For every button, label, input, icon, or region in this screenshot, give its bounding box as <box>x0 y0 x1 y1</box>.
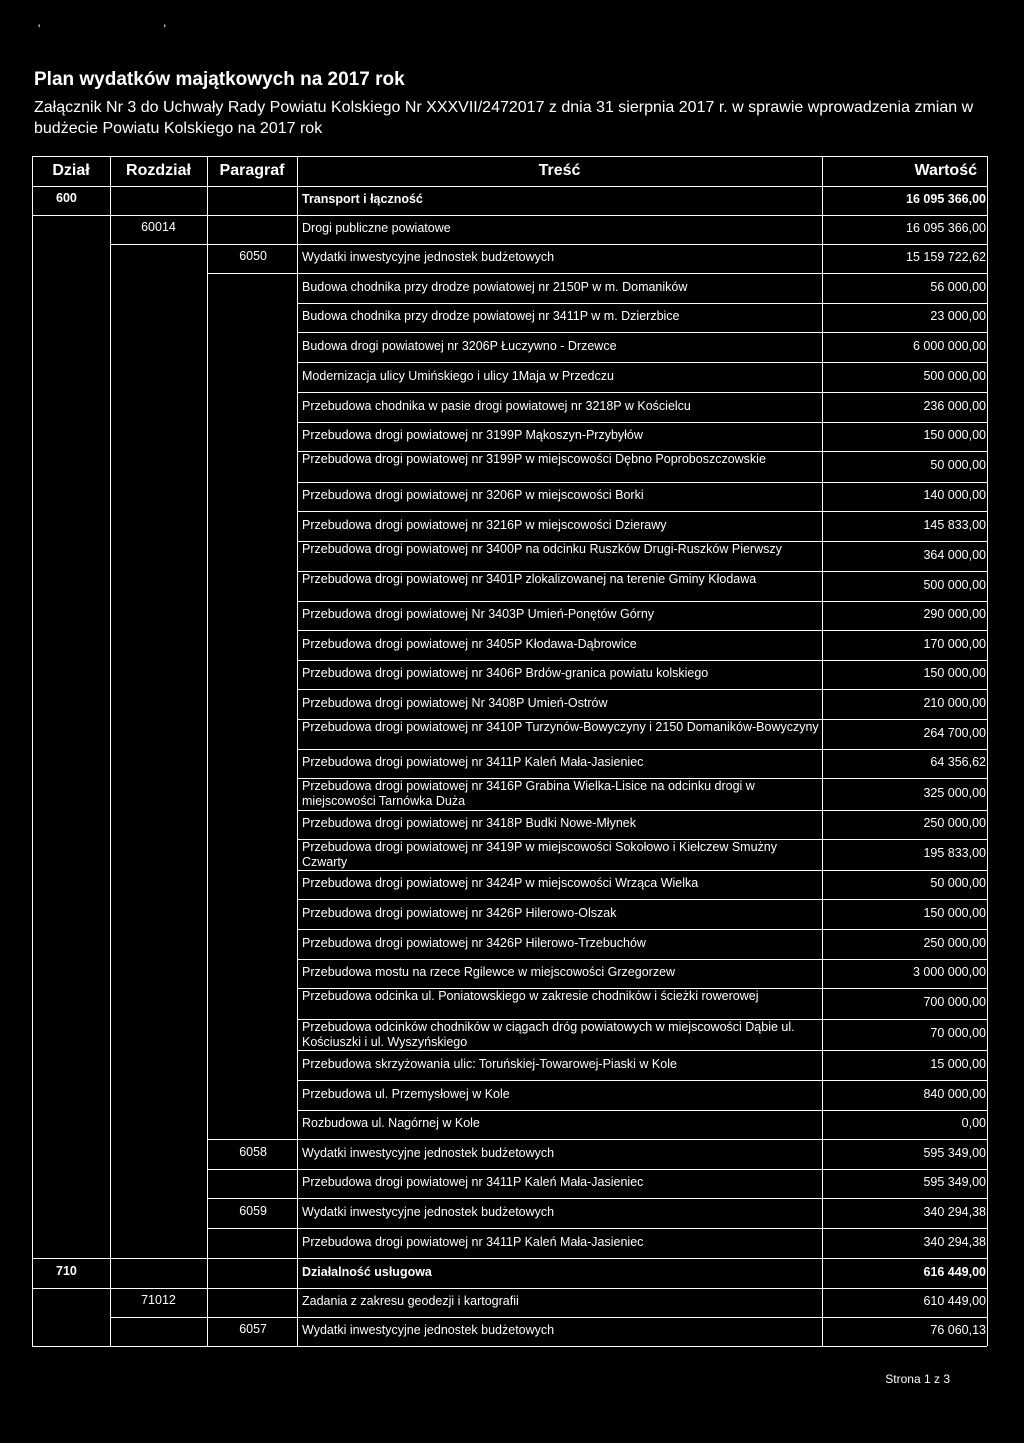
table-row <box>0 719 1024 749</box>
table-row <box>0 215 1024 244</box>
table-row <box>0 1258 1024 1288</box>
cell-paragraf: 6050 <box>239 249 267 263</box>
cell-tresc: Przebudowa drogi powiatowej nr 3426P Hilerowo-Trzebuchów <box>302 935 646 950</box>
table-row <box>0 362 1024 392</box>
cell-tresc: Przebudowa drogi powiatowej nr 3405P Kłodawa-Dąbrowice <box>302 636 637 651</box>
cell-wartosc: 250 000,00 <box>923 816 986 830</box>
table-row <box>0 778 1024 810</box>
table-row <box>0 482 1024 511</box>
cell-tresc: Przebudowa drogi powiatowej nr 3400P na odcinku Ruszków Drugi-Ruszków Pierwszy <box>302 542 782 556</box>
table-row <box>0 1019 1024 1050</box>
cell-wartosc: 15 000,00 <box>930 1056 986 1071</box>
cell-wartosc: 595 349,00 <box>923 1145 986 1160</box>
table-row <box>0 1288 1024 1317</box>
table-row <box>0 451 1024 482</box>
cell-wartosc: 700 000,00 <box>923 995 986 1009</box>
table-row <box>0 870 1024 899</box>
cell-wartosc: 76 060,13 <box>930 1323 986 1337</box>
cell-wartosc: 140 000,00 <box>923 488 986 502</box>
cell-wartosc: 15 159 722,62 <box>906 250 986 264</box>
cell-wartosc: 150 000,00 <box>923 428 986 442</box>
cell-tresc: Budowa chodnika przy drodze powiatowej nr 3411P w m. Dzierzbice <box>302 309 680 323</box>
cell-wartosc: 6 000 000,00 <box>913 338 986 353</box>
cell-tresc: Wydatki inwestycyjne jednostek budżetowych <box>302 1204 555 1219</box>
table-row <box>0 899 1024 929</box>
table-row <box>0 660 1024 689</box>
cell-wartosc: 23 000,00 <box>930 309 986 323</box>
cell-tresc: Przebudowa drogi powiatowej nr 3410P Turzynów-Bowyczyny i 2150 Domaników-Bowyczyny <box>302 720 819 734</box>
cell-tresc: Przebudowa drogi powiatowej nr 3426P Hilerowo-Olszak <box>302 905 617 920</box>
cell-wartosc: 595 349,00 <box>923 1175 986 1189</box>
cell-wartosc: 0,00 <box>961 1116 986 1130</box>
cell-wartosc: 840 000,00 <box>923 1086 986 1101</box>
table-row <box>0 1080 1024 1110</box>
table-row <box>0 630 1024 660</box>
cell-wartosc: 50 000,00 <box>930 458 986 472</box>
cell-tresc: Przebudowa drogi powiatowej nr 3411P Kaleń Mała-Jasieniec <box>302 1175 644 1189</box>
column-header: Rozdział <box>126 162 191 179</box>
cell-tresc: Przebudowa drogi powiatowej nr 3206P w miejscowości Borki <box>302 488 644 502</box>
cell-tresc: Przebudowa drogi powiatowej nr 3406P Brdów-granica powiatu kolskiego <box>302 666 709 680</box>
cell-tresc: Przebudowa drogi powiatowej nr 3424P w miejscowości Wrząca Wielka <box>302 876 699 890</box>
cell-tresc: Przebudowa drogi powiatowej nr 3419P w miejscowości Sokołowo i Kiełczew Smużny Czwarty <box>302 840 777 869</box>
border-rozdzial <box>207 156 208 1346</box>
cell-wartosc: 236 000,00 <box>923 398 986 413</box>
border-right <box>987 156 988 1346</box>
cell-tresc: Przebudowa drogi powiatowej Nr 3403P Umień-Ponętów Górny <box>302 607 655 621</box>
cell-tresc: Zadania z zakresu geodezji i kartografii <box>302 1294 519 1308</box>
cell-wartosc: 340 294,38 <box>923 1234 986 1249</box>
cell-wartosc: 145 833,00 <box>923 517 986 532</box>
table-row <box>0 1169 1024 1198</box>
table-row <box>0 810 1024 839</box>
cell-wartosc: 325 000,00 <box>923 785 986 800</box>
column-header: Treść <box>538 162 581 179</box>
cell-tresc: Budowa drogi powiatowej nr 3206P Łuczywno - Drzewce <box>302 338 617 353</box>
cell-tresc: Wydatki inwestycyjne jednostek budżetowych <box>302 1323 555 1337</box>
cell-wartosc: 16 095 366,00 <box>906 221 986 235</box>
cell-wartosc: 64 356,62 <box>930 755 986 769</box>
cell-wartosc: 616 449,00 <box>923 1264 986 1279</box>
table-row <box>0 988 1024 1019</box>
table-row <box>0 601 1024 630</box>
cell-paragraf: 6059 <box>239 1203 267 1218</box>
cell-tresc: Przebudowa drogi powiatowej nr 3401P zlokalizowanej na terenie Gminy Kłodawa <box>302 572 757 586</box>
page-number: Strona 1 z 3 <box>885 1372 950 1386</box>
table-row <box>0 244 1024 273</box>
border-left <box>32 156 33 1346</box>
cell-tresc: Modernizacja ulicy Umińskiego i ulicy 1Maja w Przedczu <box>302 368 614 383</box>
cell-wartosc: 150 000,00 <box>923 666 986 680</box>
table-row <box>0 392 1024 422</box>
document-title: Plan wydatków majątkowych na 2017 rok <box>34 69 405 90</box>
table-row <box>0 273 1024 303</box>
cell-wartosc: 56 000,00 <box>930 279 986 294</box>
table-row <box>0 511 1024 541</box>
cell-wartosc: 264 700,00 <box>923 725 986 740</box>
cell-tresc: Przebudowa drogi powiatowej nr 3216P w miejscowości Dzierawy <box>302 517 667 532</box>
cell-tresc: Przebudowa drogi powiatowej nr 3411P Kaleń Mała-Jasieniec <box>302 1234 644 1249</box>
table-row <box>0 929 1024 959</box>
table-row <box>0 186 1024 215</box>
cell-paragraf: 6058 <box>239 1144 267 1159</box>
table-row <box>0 422 1024 451</box>
cell-wartosc: 70 000,00 <box>930 1026 986 1040</box>
cell-tresc: Drogi publiczne powiatowe <box>302 221 451 235</box>
cell-tresc: Przebudowa odcinka ul. Poniatowskiego w zakresie chodników i ścieżki rowerowej <box>302 989 759 1003</box>
border-dzial <box>110 156 111 1346</box>
cell-wartosc: 500 000,00 <box>923 577 986 592</box>
cell-wartosc: 250 000,00 <box>923 935 986 950</box>
cell-wartosc: 500 000,00 <box>923 368 986 383</box>
cell-dzial: 600 <box>56 191 77 205</box>
cell-wartosc: 150 000,00 <box>923 905 986 920</box>
cell-wartosc: 3 000 000,00 <box>913 965 986 979</box>
cell-wartosc: 340 294,38 <box>923 1204 986 1219</box>
table-row <box>0 689 1024 719</box>
cell-wartosc: 170 000,00 <box>923 636 986 651</box>
table-row <box>0 332 1024 362</box>
cell-tresc: Rozbudowa ul. Nagórnej w Kole <box>302 1116 480 1130</box>
document-subtitle: Załącznik Nr 3 do Uchwały Rady Powiatu Kolskiego Nr XXXVII/2472017 z dnia 31 sierpnia 2017 r. w sprawie wprowadzenia zmian w budżecie Powiatu Kolskiego na 2017 rok <box>34 99 974 137</box>
column-header: Wartość <box>914 162 977 179</box>
table-row <box>0 1110 1024 1139</box>
cell-tresc: Przebudowa drogi powiatowej nr 3199P Mąkoszyn-Przybyłów <box>302 428 643 442</box>
cell-tresc: Przebudowa drogi powiatowej nr 3411P Kaleń Mała-Jasieniec <box>302 755 644 769</box>
cell-wartosc: 195 833,00 <box>923 846 986 860</box>
cell-wartosc: 16 095 366,00 <box>906 192 986 206</box>
table-row <box>0 959 1024 988</box>
table-row <box>0 1198 1024 1228</box>
cell-rozdzial: 60014 <box>141 220 176 234</box>
table-row <box>0 303 1024 332</box>
table-row <box>0 1139 1024 1169</box>
cell-paragraf: 6057 <box>239 1322 267 1336</box>
column-header: Paragraf <box>219 162 285 179</box>
cell-tresc: Przebudowa skrzyżowania ulic: Toruńskiej-Towarowej-Piaski w Kole <box>302 1056 677 1071</box>
cell-tresc: Transport i łączność <box>302 192 423 206</box>
cell-dzial: 710 <box>56 1263 77 1278</box>
row-separator <box>32 1346 987 1347</box>
table-top-border <box>32 156 987 157</box>
cell-tresc: Przebudowa drogi powiatowej nr 3418P Budki Nowe-Młynek <box>302 816 636 830</box>
table-row <box>0 1317 1024 1346</box>
scan-marks: ' ' <box>38 22 226 36</box>
cell-tresc: Działalność usługowa <box>302 1264 432 1279</box>
table-row <box>0 571 1024 601</box>
table-row <box>0 1228 1024 1258</box>
table-row <box>0 1050 1024 1080</box>
cell-wartosc: 364 000,00 <box>923 547 986 562</box>
cell-tresc: Wydatki inwestycyjne jednostek budżetowych <box>302 250 555 264</box>
cell-wartosc: 290 000,00 <box>923 607 986 621</box>
border-paragraf <box>297 156 298 1346</box>
border-tresc <box>822 156 823 1346</box>
cell-tresc: Przebudowa drogi powiatowej Nr 3408P Umień-Ostrów <box>302 695 608 710</box>
cell-tresc: Przebudowa drogi powiatowej nr 3416P Grabina Wielka-Lisice na odcinku drogi w miejscowości Tarnówka Duża <box>302 779 755 808</box>
cell-tresc: Przebudowa mostu na rzece Rgilewce w miejscowości Grzegorzew <box>302 965 676 979</box>
cell-tresc: Przebudowa chodnika w pasie drogi powiatowej nr 3218P w Kościelcu <box>302 398 691 413</box>
cell-tresc: Przebudowa drogi powiatowej nr 3199P w miejscowości Dębno Poproboszczowskie <box>302 452 766 466</box>
cell-wartosc: 50 000,00 <box>930 876 986 890</box>
table-row <box>0 749 1024 778</box>
cell-tresc: Budowa chodnika przy drodze powiatowej nr 2150P w m. Domaników <box>302 279 688 294</box>
table-row <box>0 541 1024 571</box>
cell-tresc: Przebudowa ul. Przemysłowej w Kole <box>302 1086 510 1101</box>
cell-tresc: Wydatki inwestycyjne jednostek budżetowych <box>302 1145 555 1160</box>
cell-wartosc: 610 449,00 <box>923 1294 986 1308</box>
column-header: Dział <box>52 162 90 179</box>
cell-rozdzial: 71012 <box>141 1293 176 1307</box>
cell-wartosc: 210 000,00 <box>923 695 986 710</box>
table-row <box>0 839 1024 870</box>
cell-tresc: Przebudowa odcinków chodników w ciągach dróg powiatowych w miejscowości Dąbie ul. Kościuszki i ul. Wyszyńskiego <box>302 1020 795 1049</box>
